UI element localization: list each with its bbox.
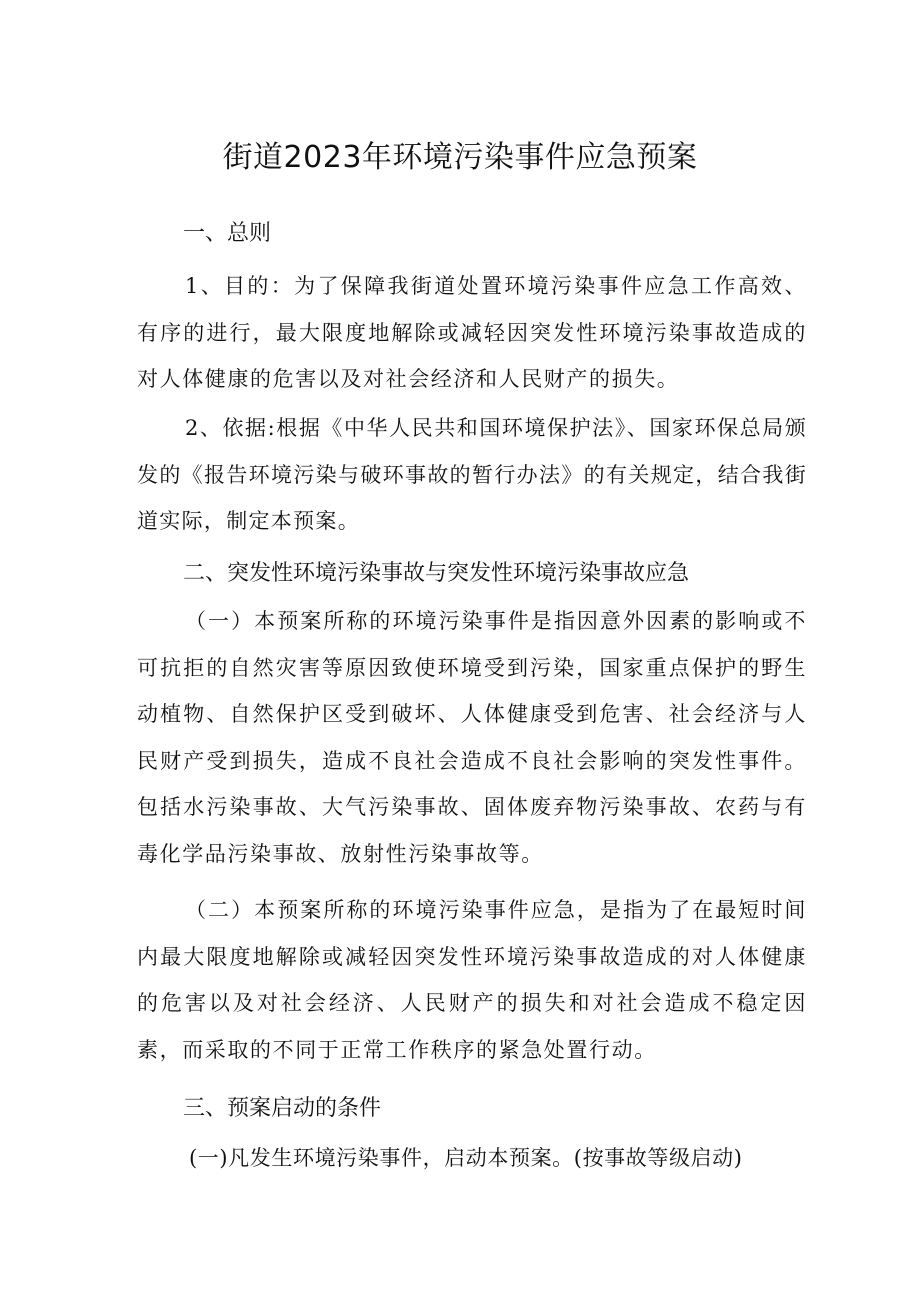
paragraph-definition-response: （二）本预案所称的环境污染事件应急，是指为了在最短时间内最大限度地解除或减轻因突发性环境污染事故造成的对人体健康的危害以及对社会经济、人民财产的损失和对社会造成不稳定因素，而采取的不同于正常工作秩序的紧急处置行动。 xyxy=(137,898,807,1062)
paragraph-basis: 2、依据:根据《中华人民共和国环境保护法》、国家环保总局颁发的《报告环境污染与破环事故的暂行办法》的有关规定，结合我街道实际，制定本预案。 xyxy=(137,416,807,533)
document-title: 街道2023年环境污染事件应急预案 xyxy=(222,140,698,175)
paragraph-condition-1: (一)凡发生环境污染事件，启动本预案。(按事故等级启动) xyxy=(189,1146,743,1170)
paragraph-definition-event: （一）本预案所称的环境污染事件是指因意外因素的影响或不可抗拒的自然灾害等原因致使环境受到污染，国家重点保护的野生动植物、自然保护区受到破坏、人体健康受到危害、社会经济与人民财产受到损失，造成不良社会造成不良社会影响的突发性事件。包括水污染事故、大气污染事故、固体废弃物污染事故、农药与有毒化学品污染事故、放射性污染事故等。 xyxy=(137,609,807,866)
section-heading-conditions: 三、预案启动的条件 xyxy=(183,1096,382,1121)
section-heading-general: 一、总则 xyxy=(183,221,272,246)
paragraph-purpose: 1、目的：为了保障我街道处置环境污染事件应急工作高效、有序的进行，最大限度地解除或减轻因突发性环境污染事故造成的对人体健康的危害以及对社会经济和人民财产的损失。 xyxy=(137,274,807,391)
section-heading-definition: 二、突发性环境污染事故与突发性环境污染事故应急 xyxy=(183,561,690,586)
